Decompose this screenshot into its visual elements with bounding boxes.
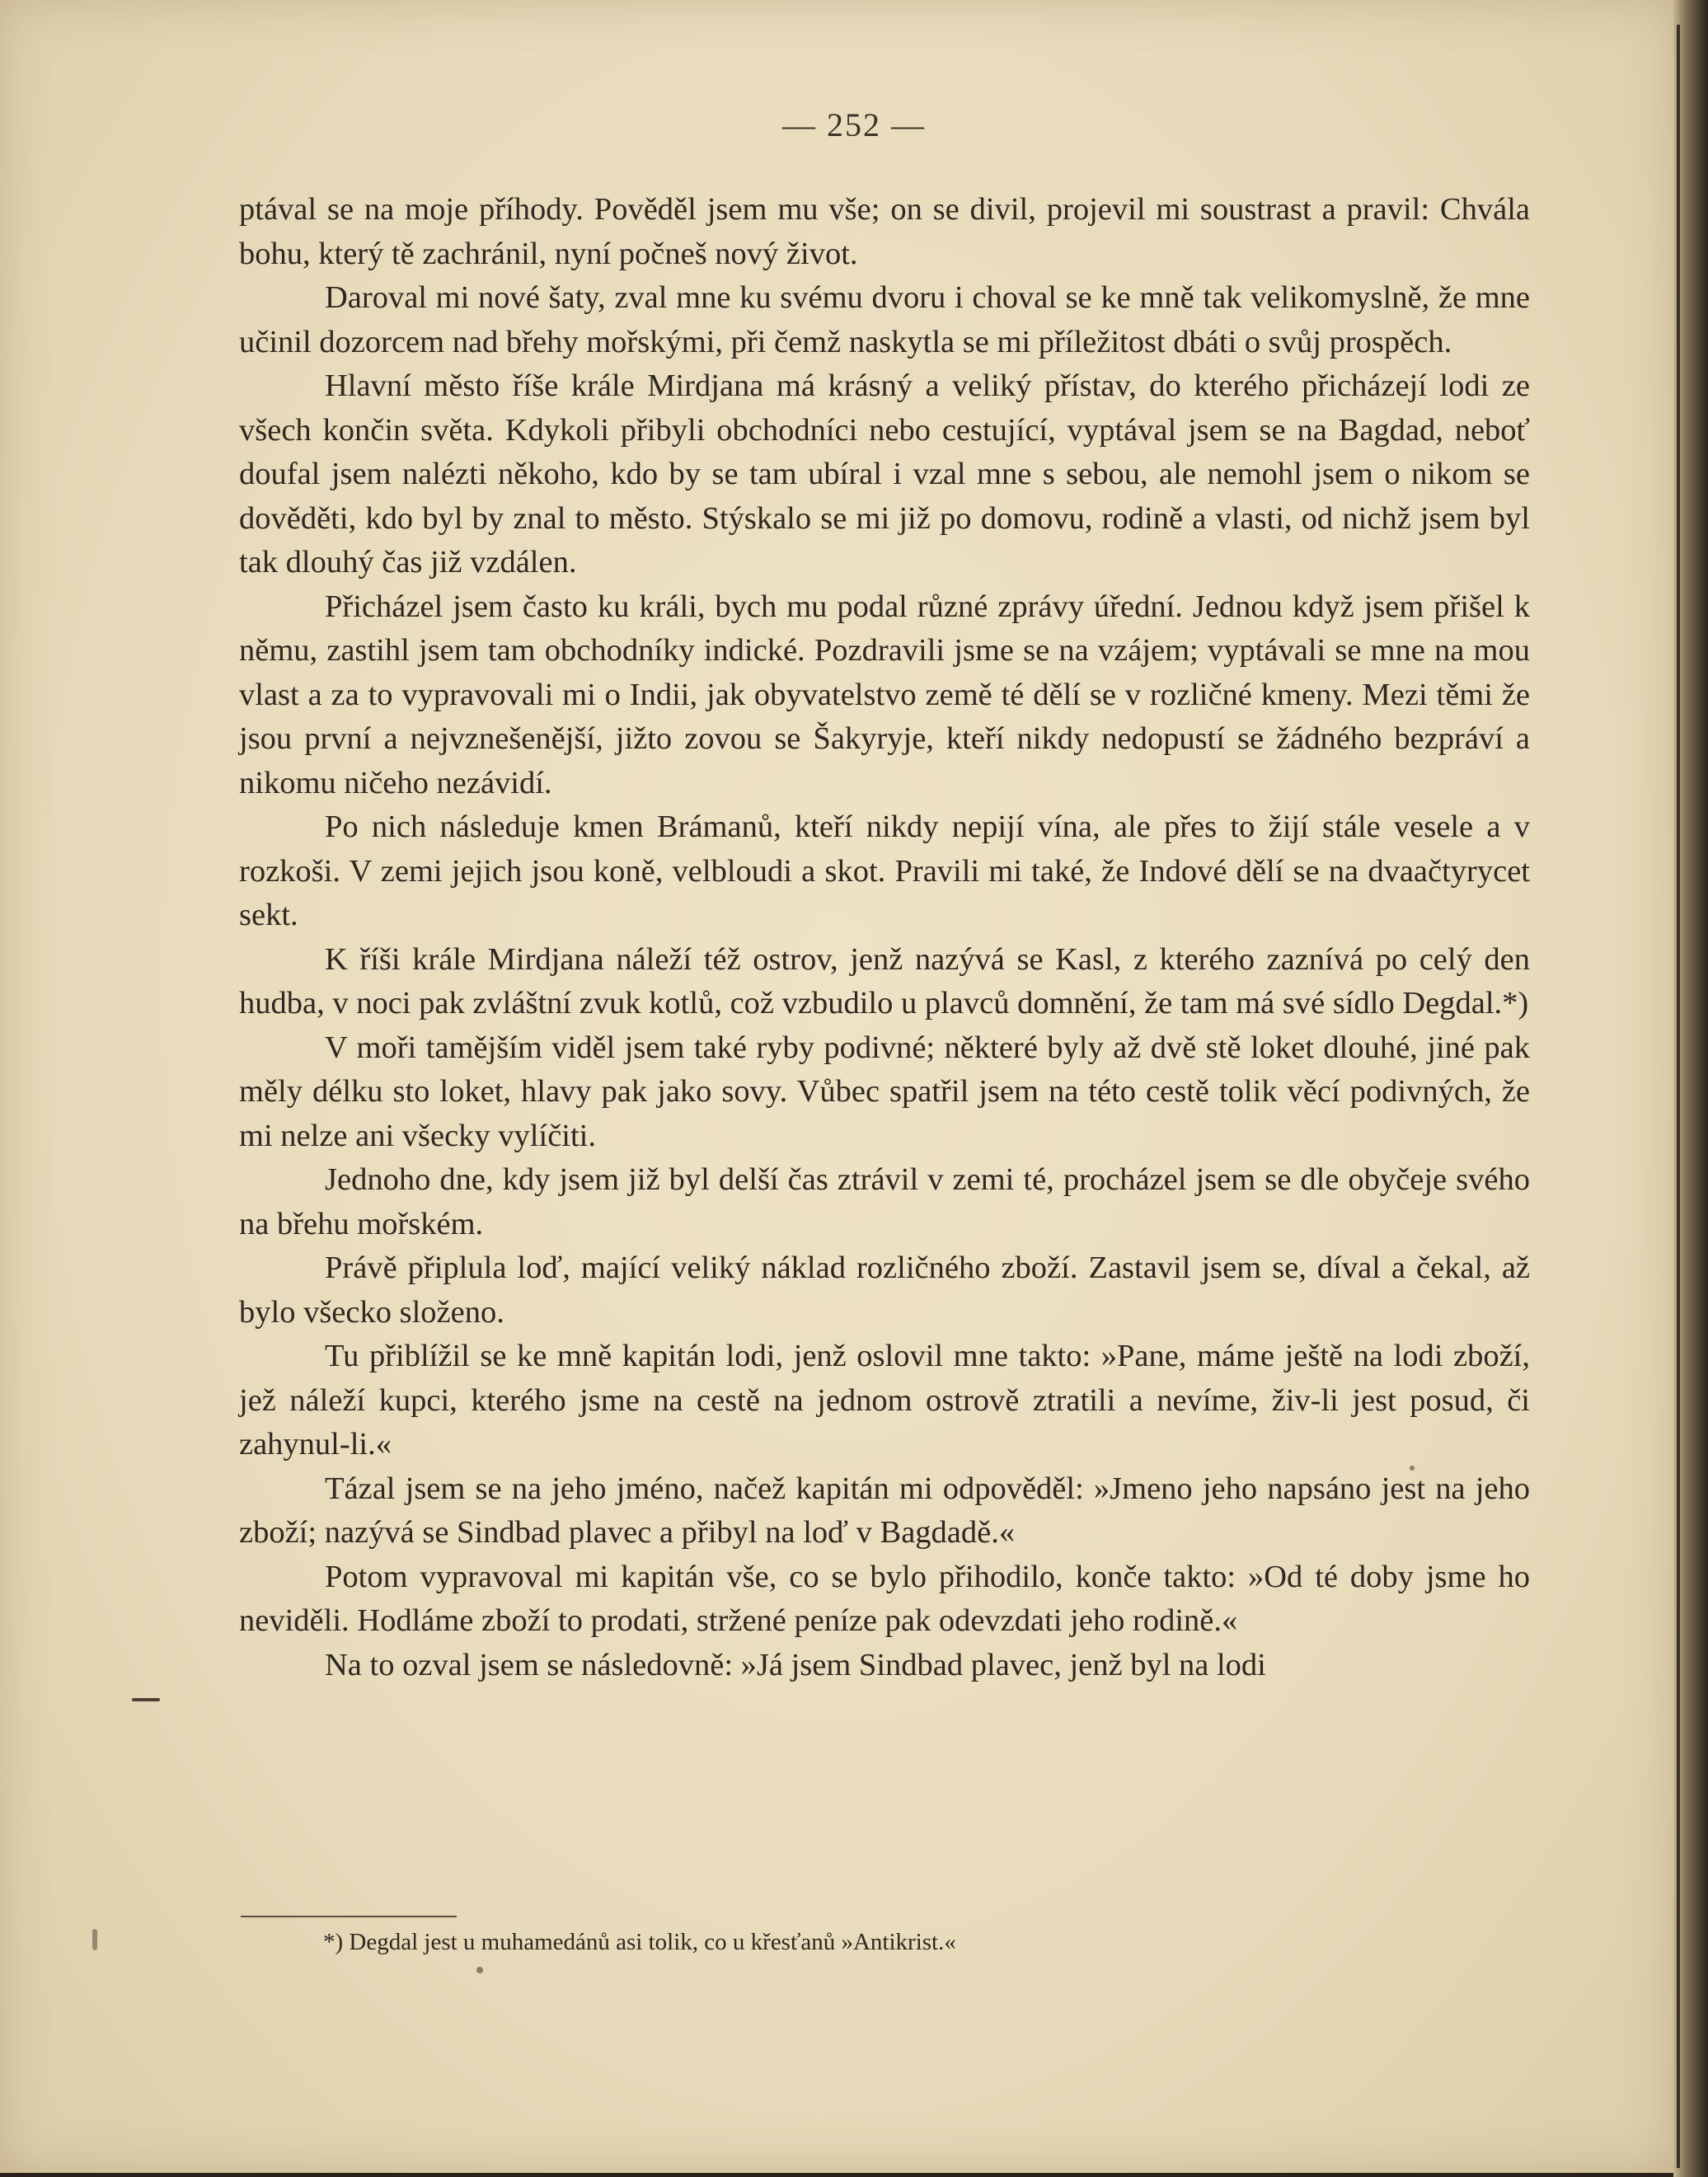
paragraph: Po nich následuje kmen Brámanů, kteří nikdy nepijí vína, ale přes to žijí stále vesele a v rozkoši. V zemi jejich jsou koně, velbloudi a skot. Pravili mi také, že Indové dělí se na dvaačtyrycet sekt. (239, 809, 1530, 932)
page-number: — 252 — (782, 106, 926, 143)
footnote-divider (241, 1916, 457, 1917)
paragraph: Na to ozval jsem se následovně: »Já jsem Sindbad plavec, jenž byl na lodi (325, 1647, 1266, 1682)
paragraph: Potom vypravoval mi kapitán vše, co se bylo přihodilo, konče takto: »Od té doby jsme ho neviděli. Hodláme zboží to prodati, stržené peníze pak odevzdati jeho rodině.« (239, 1559, 1530, 1638)
paragraph: Hlavní město říše krále Mirdjana má krásný a veliký přístav, do kterého přicházejí lodi ze všech končin světa. Kdykoli přibyli obchodníci nebo cestující, vyptával jsem se na Bagdad, neboť doufal jsem nalézti někoho, kdo by se tam ubíral i vzal mne s sebou, ale nemohl jsem o nikom se dověděti, kdo byl by znal to město. Stýskalo se mi již po domovu, rodině a vlasti, od nichž jsem byl tak dlouhý čas již vzdálen. (239, 368, 1530, 579)
paragraph: Jednoho dne, kdy jsem již byl delší čas ztrávil v zemi té, procházel jsem se dle obyčeje svého na břehu mořském. (239, 1162, 1530, 1241)
paragraph: Tu přiblížil se ke mně kapitán lodi, jenž oslovil mne takto: »Pane, máme ještě na lodi zboží, jež náleží kupci, kterého jsme na cestě na jednom ostrově ztratili a nevíme, živ-li jest posud, či zahynul-li.« (239, 1339, 1530, 1461)
paragraph: Přicházel jsem často ku králi, bych mu podal různé zprávy úřední. Jednou když jsem přišel k němu, zastihl jsem tam obchodníky indické. Pozdravili jsme se na vzájem; vyptávali se mne na mou vlast a za to vypravovali mi o Indii, jak obyvatelstvo země té dělí se v rozličné kmeny. Mezi těmi že jsou první a nejvznešenější, jižto zovou se Šakyryje, kteří nikdy nedopustí se žádného bezpráví a nikomu ničeho nezávidí. (239, 589, 1530, 800)
body-text (239, 188, 1530, 1687)
paper-speck (476, 1967, 483, 1973)
paragraph: V moři tamějším viděl jsem také ryby podivné; některé byly až dvě stě loket dlouhé, jiné pak měly délku sto loket, hlavy pak jako sovy. Vůbec spatřil jsem na této cestě tolik věcí podivných, že mi nelze ani všecky vylíčiti. (239, 1030, 1530, 1153)
paragraph: Tázal jsem se na jeho jméno, načež kapitán mi odpověděl: »Jmeno jeho napsáno jest na jeho zboží; nazývá se Sindbad plavec a přibyl na loď v Bagdadě.« (239, 1471, 1530, 1550)
paper-speck (1410, 1466, 1415, 1471)
paper-speck (132, 1698, 160, 1701)
paragraph: ptával se na moje příhody. Pověděl jsem mu vše; on se divil, projevil mi soustrast a pravil: Chvála bohu, který tě zachránil, nyní počneš nový život. (239, 192, 1530, 271)
paper-speck (92, 1929, 97, 1950)
paragraph: Právě připlula loď, mající veliký náklad rozličného zboží. Zastavil jsem se, díval a čekal, až bylo všecko složeno. (239, 1250, 1530, 1330)
footnote: *) Degdal jest u muhamedánů asi tolik, co u křesťanů »Antikrist.« (323, 1929, 956, 1955)
paragraph: Daroval mi nové šaty, zval mne ku svému dvoru i choval se ke mně tak velikomyslně, že mne učinil dozorcem nad břehy mořskými, při čemž naskytla se mi příležitost dbáti o svůj prospěch. (239, 280, 1530, 359)
paragraph: K říši krále Mirdjana náleží též ostrov, jenž nazývá se Kasl, z kterého zaznívá po celý den hudba, v noci pak zvláštní zvuk kotlů, což vzbudilo u plavců domnění, že tam má své sídlo Degdal.*) (239, 941, 1530, 1020)
page-edge-line (1677, 25, 1680, 2168)
